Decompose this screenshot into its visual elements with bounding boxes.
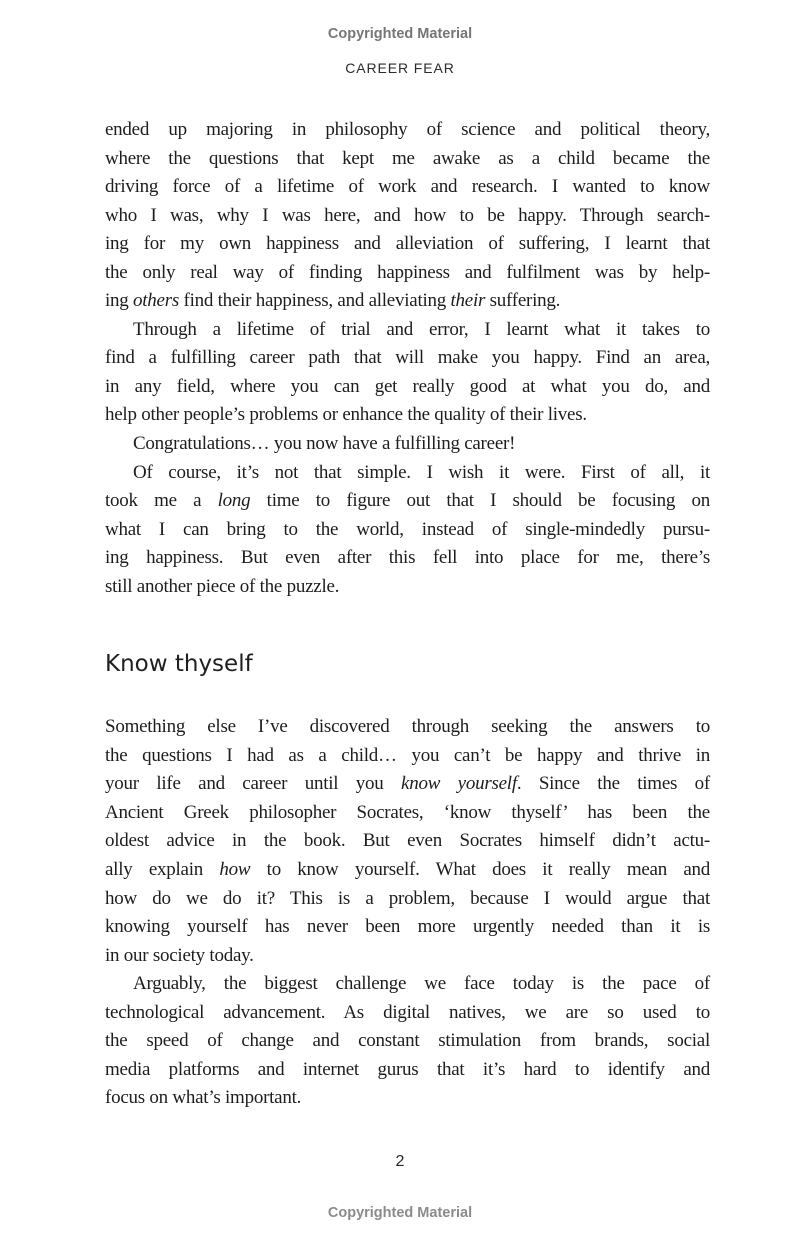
- text-line: Through a lifetime of trial and error, I learnt what it takes to: [133, 318, 710, 340]
- text-line: find a fulfilling career path that will make you happy. Find an area,: [105, 347, 710, 369]
- italic-text: others: [133, 290, 180, 312]
- paragraph: [105, 316, 710, 430]
- paragraph: [105, 459, 710, 602]
- text-line: the only real way of finding happiness and fulfilment was by help-: [105, 261, 710, 283]
- page-number: 2: [395, 1153, 405, 1170]
- text-line: focus on what’s important.: [105, 1087, 302, 1109]
- text-line: who I was, why I was here, and how to be happy. Through search-: [105, 204, 710, 226]
- text-line: ally explain how to know yourself. What does it really mean and: [105, 859, 710, 881]
- text-line: ended up majoring in philosophy of science and political theory,: [105, 119, 710, 140]
- running-title: CAREER FEAR: [345, 60, 455, 76]
- paragraph: [105, 713, 710, 970]
- text-line: in any field, where you can get really good at what you do, and: [105, 375, 710, 397]
- text-line: still another piece of the puzzle.: [105, 575, 340, 597]
- text-line: how do we do it? This is a problem, because I would argue that: [105, 887, 710, 909]
- text-line: Congratulations… you now have a fulfilling career!: [133, 433, 516, 455]
- italic-text: long: [217, 490, 251, 512]
- text-line: Something else I’ve discovered through seeking the answers to: [105, 716, 710, 738]
- italic-text: how: [219, 859, 251, 881]
- text-line: help other people’s problems or enhance the quality of their lives.: [105, 404, 587, 426]
- section-heading: Know thyself: [105, 651, 253, 678]
- text-line: technological advancement. As digital natives, we are so used to: [105, 1001, 710, 1023]
- paragraph: [105, 116, 710, 316]
- text-line: the questions I had as a child… you can’t be happy and thrive in: [105, 744, 710, 766]
- text-line: media platforms and internet gurus that it’s hard to identify and: [105, 1058, 710, 1080]
- text-line: the speed of change and constant stimulation from brands, social: [105, 1030, 710, 1052]
- text-line: ing happiness. But even after this fell into place for me, there’s: [105, 547, 710, 569]
- italic-text: know yourself: [401, 773, 517, 795]
- text-line: Of course, it’s not that simple. I wish it were. First of all, it: [133, 461, 710, 483]
- text-line: ing for my own happiness and alleviation of suffering, I learnt that: [105, 233, 710, 255]
- text-line: took me a long time to figure out that I should be focusing on: [105, 490, 710, 512]
- paragraph: [105, 430, 710, 459]
- text-line: knowing yourself has never been more urgently needed than it is: [105, 916, 710, 938]
- text-line: driving force of a lifetime of work and research. I wanted to know: [105, 176, 710, 198]
- text-line: oldest advice in the book. But even Socrates himself didn’t actu-: [105, 830, 710, 852]
- paragraph: [105, 970, 710, 1113]
- text-line: Ancient Greek philosopher Socrates, ‘know thyself’ has been the: [105, 801, 710, 823]
- page-body: [105, 116, 710, 1113]
- copyright-notice-top: Copyrighted Material: [327, 26, 473, 42]
- text-line: in our society today.: [105, 944, 254, 966]
- italic-text: their: [450, 290, 486, 312]
- text-line: your life and career until you know yourself. Since the times of: [105, 773, 710, 795]
- copyright-notice-bottom: Copyrighted Material: [327, 1205, 473, 1221]
- text-line: Arguably, the biggest challenge we face today is the pace of: [133, 973, 710, 995]
- text-line: what I can bring to the world, instead of single-mindedly pursu-: [105, 518, 710, 540]
- text-line: ing others find their happiness, and alleviating their suffering.: [105, 290, 561, 312]
- text-line: where the questions that kept me awake as a child became the: [105, 147, 710, 169]
